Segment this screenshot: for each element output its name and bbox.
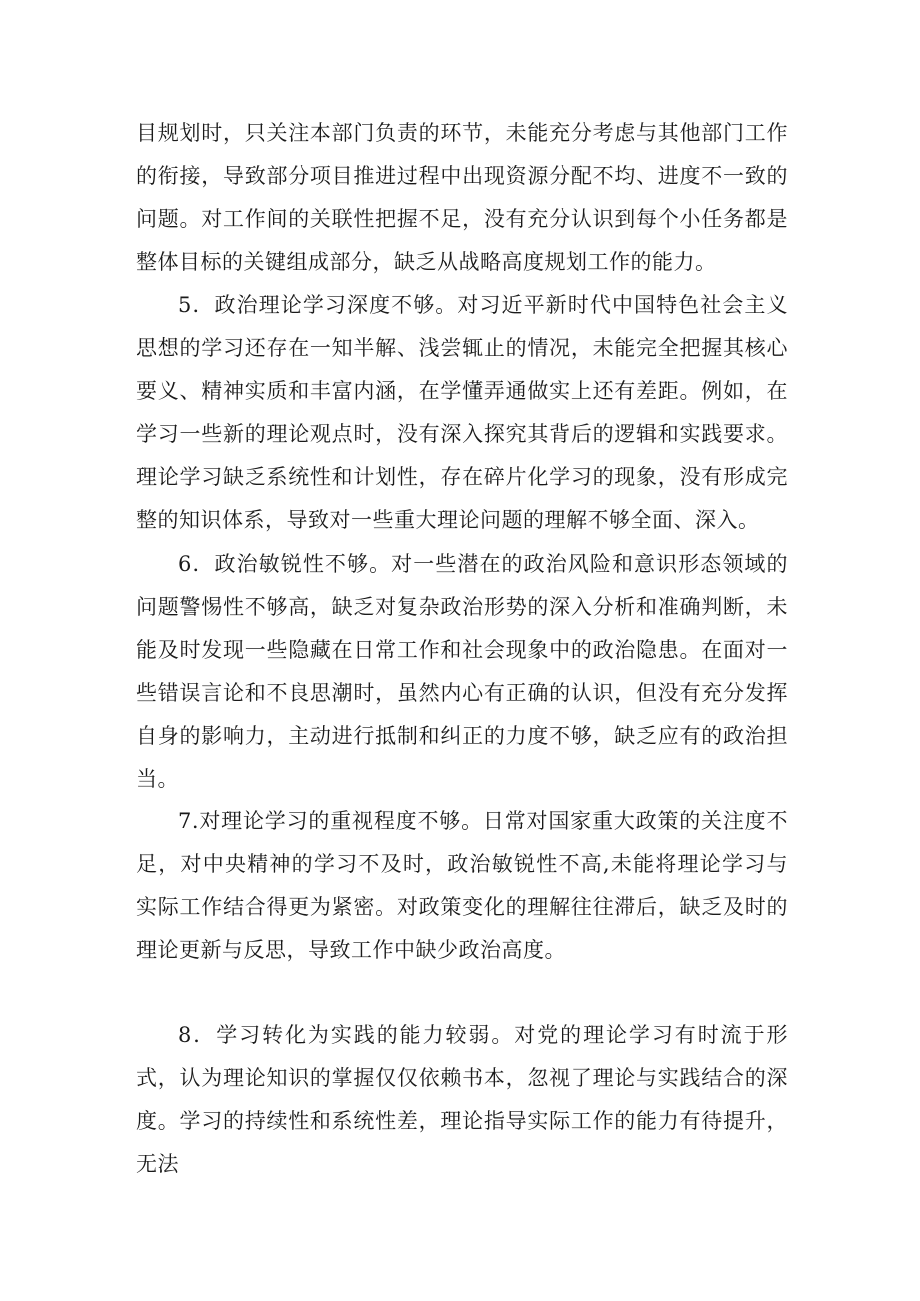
- paragraph-item-6: 6．政治敏锐性不够。对一些潜在的政治风险和意识形态领域的问题警惕性不够高，缺乏对复杂政治形势的深入分析和准确判断，未能及时发现一些隐藏在日常工作和社会现象中的政治隐患。在面对一些错误言论和不良思潮时，虽然内心有正确的认识，但没有充分发挥自身的影响力，主动进行抵制和纠正的力度不够，缺乏应有的政治担当。: [136, 552, 788, 791]
- paragraph-item-8: 8．学习转化为实践的能力较弱。对党的理论学习有时流于形式，认为理论知识的掌握仅仅依赖书本，忽视了理论与实践结合的深度。学习的持续性和系统性差，理论指导实际工作的能力有待提升，无法: [136, 1023, 788, 1176]
- paragraph-continued: 目规划时，只关注本部门负责的环节，未能充分考虑与其他部门工作的衔接，导致部分项目推进过程中出现资源分配不均、进度不一致的问题。对工作间的关联性把握不足，没有充分认识到每个小任务都是整体目标的关键组成部分，缺乏从战略高度规划工作的能力。: [136, 121, 788, 274]
- paragraph-item-5: 5．政治理论学习深度不够。对习近平新时代中国特色社会主义思想的学习还存在一知半解、浅尝辄止的情况，未能完全把握其核心要义、精神实质和丰富内涵，在学懂弄通做实上还有差距。例如，在学习一些新的理论观点时，没有深入探究其背后的逻辑和实践要求。理论学习缺乏系统性和计划性，存在碎片化学习的现象，没有形成完整的知识体系，导致对一些重大理论问题的理解不够全面、深入。: [136, 293, 788, 532]
- paragraph-item-7: 7.对理论学习的重视程度不够。日常对国家重大政策的关注度不足，对中央精神的学习不及时，政治敏锐性不高,未能将理论学习与实际工作结合得更为紧密。对政策变化的理解往往滞后，缺乏及时的理论更新与反思，导致工作中缺少政治高度。: [136, 809, 788, 962]
